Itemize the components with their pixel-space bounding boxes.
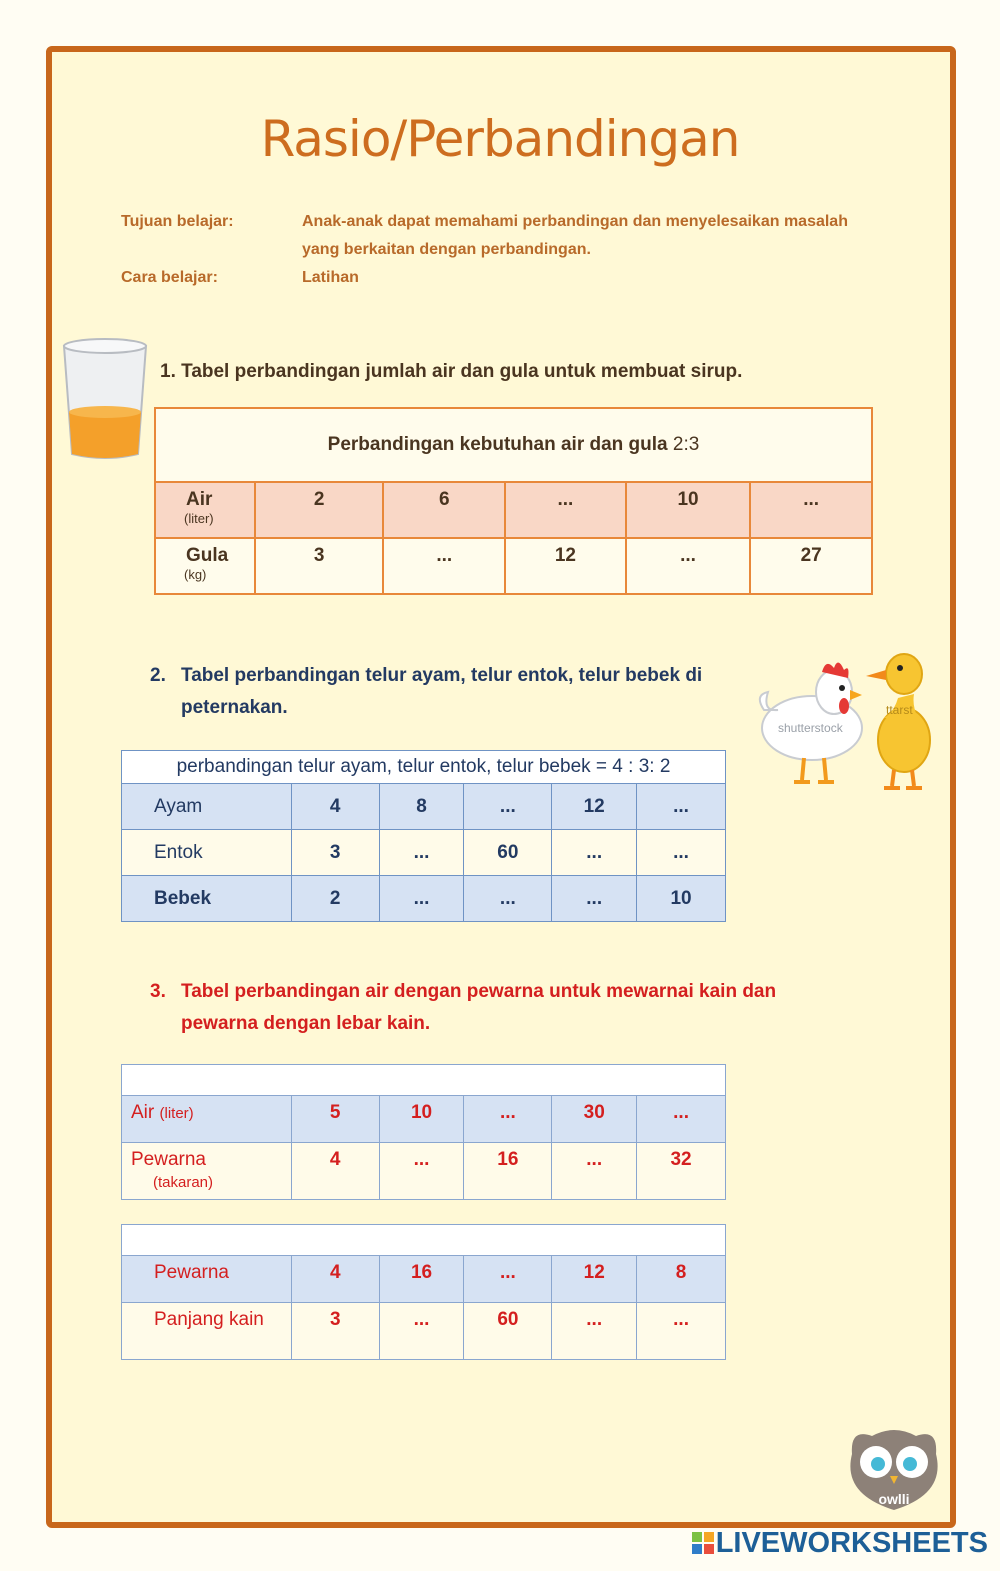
row-label: Panjang kain [122,1303,292,1360]
row-label: Air (liter) [122,1096,292,1143]
table-cell[interactable]: 8 [379,784,464,830]
table-cell[interactable]: ... [464,876,552,922]
table-cell[interactable]: 32 [637,1143,726,1200]
watermark-text-2: ttarst [886,703,913,717]
table-cell[interactable]: 8 [637,1256,726,1303]
row-label: Pewarna (takaran) [122,1143,292,1200]
table-row [122,1096,726,1143]
question-2-number: 2. [150,665,166,686]
chicken-duck-illustration [754,640,944,792]
table-cell[interactable]: 10 [626,482,751,538]
table-cell[interactable]: 27 [750,538,872,594]
table-cell[interactable]: 30 [552,1096,637,1143]
table-cell[interactable]: 2 [291,876,379,922]
table-row [122,784,726,830]
table-cell[interactable]: ... [750,482,872,538]
table-cell[interactable]: 4 [291,784,379,830]
table-cell[interactable]: ... [552,876,637,922]
table-cell[interactable]: 12 [505,538,626,594]
table-cell[interactable]: ... [505,482,626,538]
table-cell[interactable]: 16 [379,1256,464,1303]
question-3-line-1: Tabel perbandingan air dengan pewarna untuk mewarnai kain dan [181,981,777,1002]
table-cell[interactable]: 2 [255,482,384,538]
row-label: Ayam [122,784,292,830]
table-cell[interactable]: 60 [464,830,552,876]
question-3-line-2: pewarna dengan lebar kain. [181,1013,431,1034]
ratio-table-dye-cloth [121,1224,726,1360]
table-row [122,1303,726,1360]
table-header: Perbandingan kebutuhan air dan gula 2:3 [155,408,872,482]
question-2-line-1: Tabel perbandingan telur ayam, telur entok, telur bebek di [181,665,703,686]
table-cell[interactable]: ... [464,1096,552,1143]
method-label: Cara belajar: [121,269,218,286]
table-cell[interactable]: 60 [464,1303,552,1360]
ratio-table-water-sugar [154,407,873,595]
table-row [122,1143,726,1200]
table-cell[interactable]: ... [379,830,464,876]
table-cell[interactable]: 3 [291,1303,379,1360]
table-row [122,1256,726,1303]
table-cell[interactable]: 4 [291,1143,379,1200]
juice-glass-illustration [60,336,150,462]
table-cell[interactable]: ... [552,1303,637,1360]
table-caption: perbandingan telur ayam, telur entok, telur bebek = 4 : 3: 2 [122,751,726,784]
brand-logo-icon [692,1529,714,1551]
logo-text: owlli [878,1491,910,1507]
owl-logo-icon [842,1424,946,1516]
liveworksheets-brand[interactable]: LIVEWORKSHEETS [692,1527,988,1560]
table-row [122,830,726,876]
goal-text-2: yang berkaitan dengan perbandingan. [302,241,591,258]
ratio-table-eggs [121,750,726,922]
table-cell[interactable]: ... [637,1096,726,1143]
goal-text-1: Anak-anak dapat memahami perbandingan dan menyelesaikan masalah [302,213,848,230]
question-1-text: 1. Tabel perbandingan jumlah air dan gula untuk membuat sirup. [160,361,743,382]
watermark-text-1: shutterstock [778,721,843,735]
row-label: Bebek [122,876,292,922]
table-cell[interactable]: ... [637,830,726,876]
table-row [155,538,872,594]
table-cell[interactable]: ... [552,1143,637,1200]
table-cell[interactable]: ... [637,1303,726,1360]
table-cell[interactable]: 5 [291,1096,379,1143]
table-cell[interactable]: ... [379,1143,464,1200]
table-cell[interactable]: ... [464,784,552,830]
row-label: Gula (kg) [155,538,255,594]
table-cell[interactable]: 4 [291,1256,379,1303]
table-row [155,482,872,538]
table-cell[interactable]: 3 [291,830,379,876]
table-empty-header [122,1065,726,1096]
table-cell[interactable]: ... [464,1256,552,1303]
table-row [122,876,726,922]
table-empty-header [122,1225,726,1256]
table-cell[interactable]: ... [552,830,637,876]
row-label: Air (liter) [155,482,255,538]
table-cell[interactable]: 3 [255,538,384,594]
question-2-line-2: peternakan. [181,697,288,718]
row-label: Entok [122,830,292,876]
page-title: Rasio/Perbandingan [260,110,740,168]
method-text: Latihan [302,269,359,286]
question-3-number: 3. [150,981,166,1002]
table-cell[interactable]: ... [383,538,505,594]
table-cell[interactable]: 6 [383,482,505,538]
table-cell[interactable]: 16 [464,1143,552,1200]
table-cell[interactable]: 12 [552,1256,637,1303]
table-cell[interactable]: ... [626,538,751,594]
row-label: Pewarna [122,1256,292,1303]
table-cell[interactable]: 10 [637,876,726,922]
table-cell[interactable]: ... [379,876,464,922]
ratio-table-water-dye [121,1064,726,1200]
table-cell[interactable]: 10 [379,1096,464,1143]
table-cell[interactable]: ... [637,784,726,830]
table-cell[interactable]: 12 [552,784,637,830]
table-cell[interactable]: ... [379,1303,464,1360]
goal-label: Tujuan belajar: [121,213,234,230]
